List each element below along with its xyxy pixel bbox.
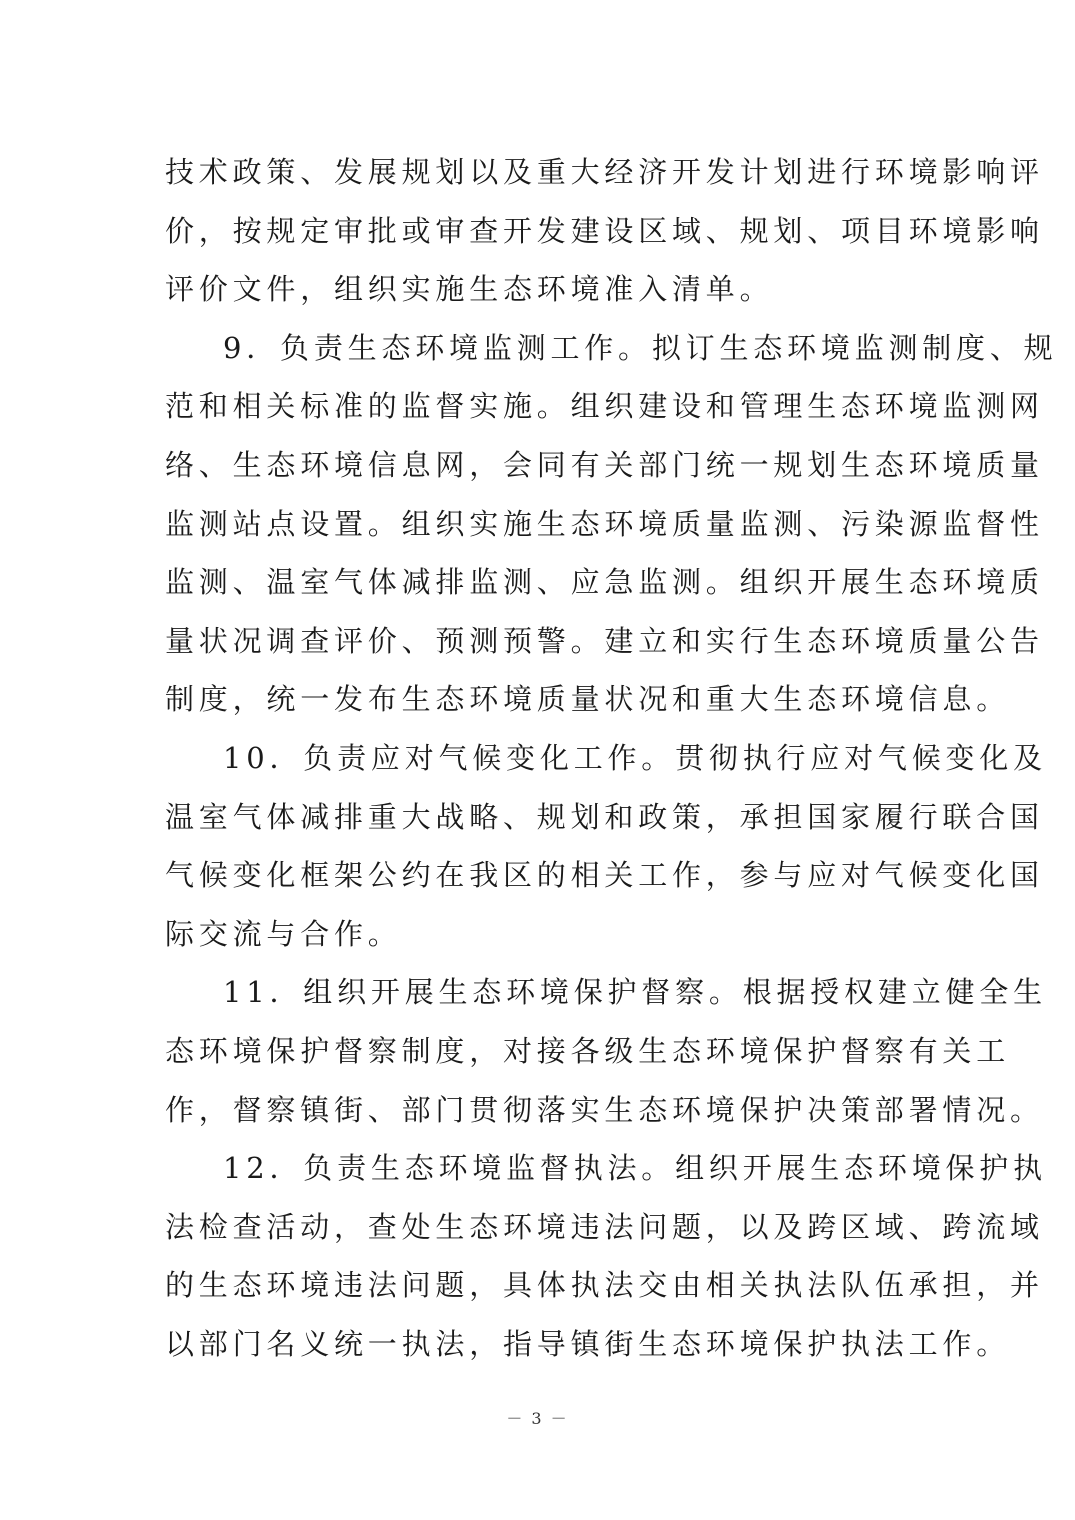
text-line: 温室气体减排重大战略、规划和政策，承担国家履行联合国 — [165, 799, 1044, 834]
paragraph-10-first-line: 10．负责应对气候变化工作。贯彻执行应对气候变化及 — [223, 740, 1047, 775]
text-line: 价，按规定审批或审查开发建设区域、规划、项目环境影响 — [165, 213, 1044, 248]
text-line: 监测、温室气体减排监测、应急监测。组织开展生态环境质 — [165, 565, 1044, 600]
text-line: 络、生态环境信息网，会同有关部门统一规划生态环境质量 — [165, 447, 1044, 482]
text-line: 作，督察镇街、部门贯彻落实生态环境保护决策部署情况。 — [165, 1092, 1044, 1127]
text-line: 制度，统一发布生态环境质量状况和重大生态环境信息。 — [165, 682, 1011, 717]
page-number: － 3 － — [506, 1409, 569, 1428]
text-line: 以部门名义统一执法，指导镇街生态环境保护执法工作。 — [165, 1326, 1011, 1361]
paragraph-12-first-line: 12．负责生态环境监督执法。组织开展生态环境保护执 — [223, 1151, 1047, 1186]
text-line: 量状况调查评价、预测预警。建立和实行生态环境质量公告 — [165, 623, 1044, 658]
document-body — [165, 143, 1058, 1373]
text-line: 际交流与合作。 — [165, 916, 402, 951]
text-line: 的生态环境违法问题，具体执法交由相关执法队伍承担，并 — [165, 1268, 1044, 1303]
text-line: 范和相关标准的监督实施。组织建设和管理生态环境监测网 — [165, 389, 1044, 424]
text-line: 监测站点设置。组织实施生态环境质量监测、污染源监督性 — [165, 506, 1044, 541]
text-line: 技术政策、发展规划以及重大经济开发计划进行环境影响评 — [165, 155, 1044, 189]
text-line: 态环境保护督察制度，对接各级生态环境保护督察有关工 — [165, 1033, 1011, 1068]
paragraph-9-first-line: 9．负责生态环境监测工作。拟订生态环境监测制度、规 — [223, 330, 1058, 365]
text-line: 法检查活动，查处生态环境违法问题，以及跨区域、跨流域 — [165, 1209, 1044, 1244]
paragraph-11-first-line: 11．组织开展生态环境保护督察。根据授权建立健全生 — [223, 975, 1047, 1010]
text-line: 气候变化框架公约在我区的相关工作，参与应对气候变化国 — [165, 858, 1044, 893]
text-line: 评价文件，组织实施生态环境准入清单。 — [165, 272, 774, 307]
